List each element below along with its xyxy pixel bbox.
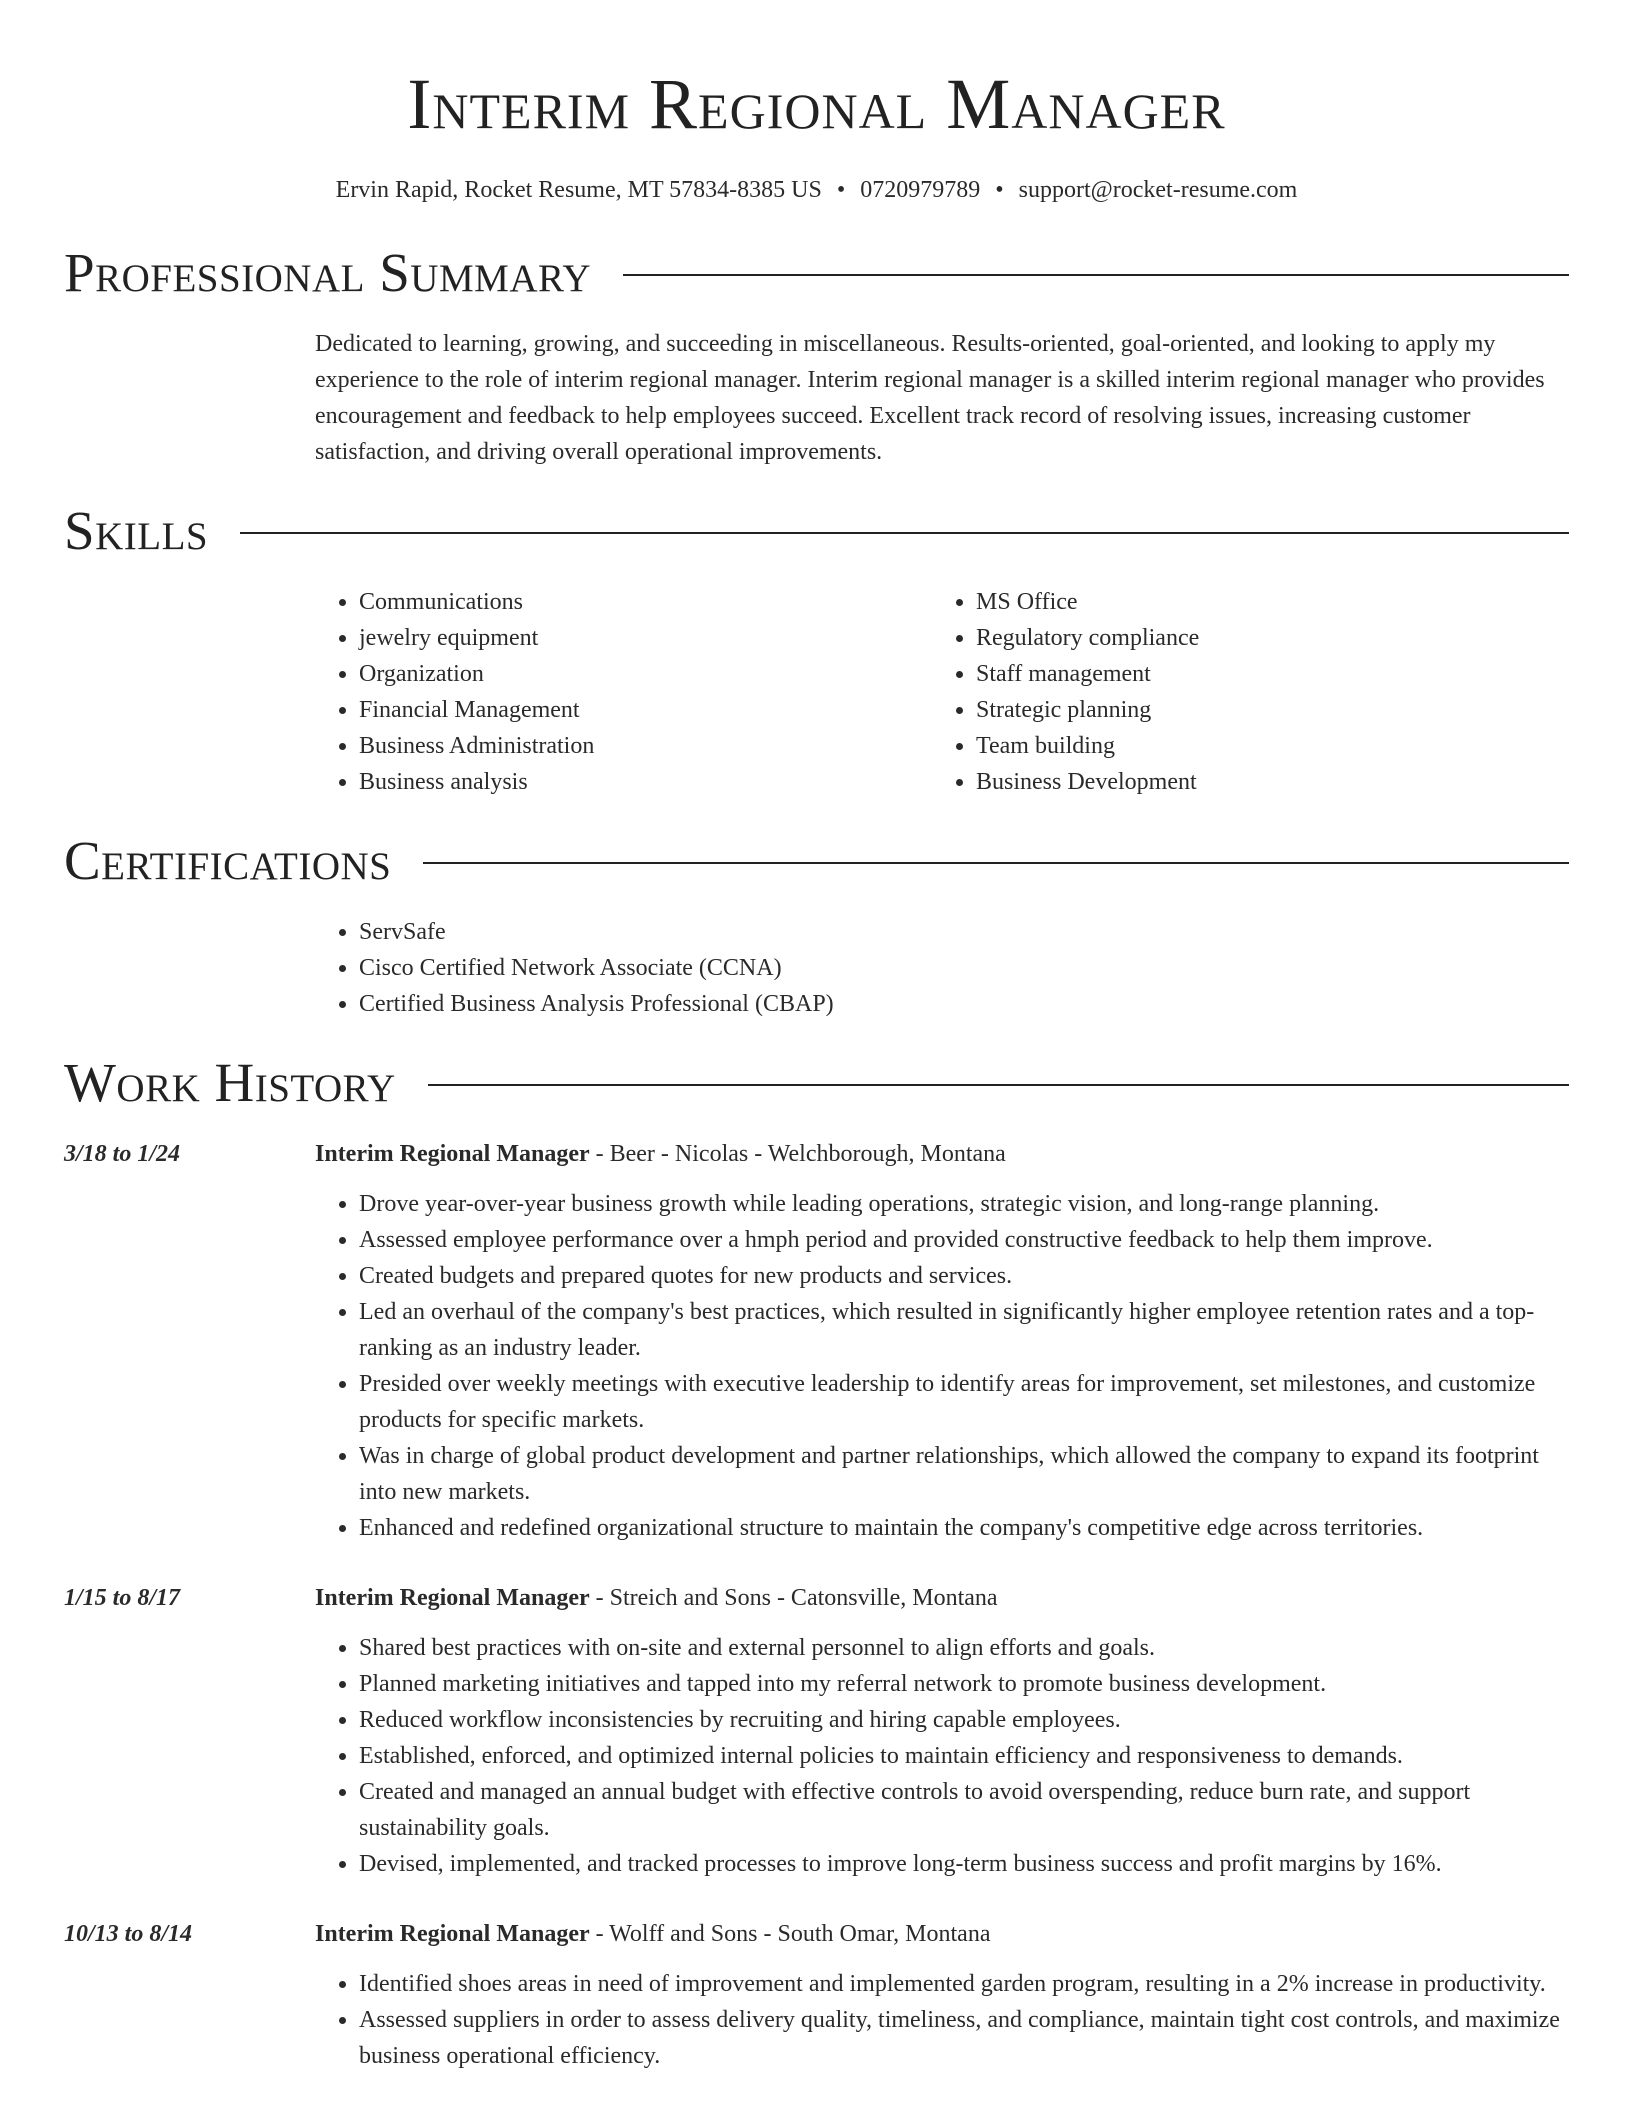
- skills-list: [315, 584, 1569, 800]
- job-entry: [64, 1136, 1569, 1546]
- job-details: - Beer - Nicolas - Welchborough, Montana: [589, 1141, 1006, 1167]
- skills-heading: Skills: [64, 500, 209, 561]
- certification-item: • ServSafe: [359, 914, 1569, 950]
- job-bullet: • Was in charge of global product development and partner relationships, which allowed the company to expand its footprint into new markets.: [359, 1438, 1569, 1510]
- skill-item: • Business analysis: [359, 764, 932, 800]
- job-bullet: • Created budgets and prepared quotes for new products and services.: [359, 1258, 1569, 1294]
- certification-item: • Cisco Certified Network Associate (CCNA): [359, 950, 1569, 986]
- work-history-heading: Work History: [64, 1052, 396, 1113]
- certifications-heading: Certifications: [64, 830, 392, 891]
- skill-item: • Business Administration: [359, 728, 932, 764]
- job-body: [315, 1136, 1569, 1546]
- summary-text: Dedicated to learning, growing, and succeeding in miscellaneous. Results-oriented, goal-oriented, and looking to apply my experience to the role of interim regional manager. Interim regional manager is a skilled interim regional manager who provides encouragement and feedback to help employees succeed. Excellent track record of resolving issues, increasing customer satisfaction, and driving overall operational improvements.: [315, 331, 1545, 465]
- section-divider: [428, 1084, 1569, 1086]
- job-bullet: • Planned marketing initiatives and tapped into my referral network to promote business development.: [359, 1666, 1569, 1702]
- certification-item: • Certified Business Analysis Professional (CBAP): [359, 986, 1569, 1022]
- job-heading: [315, 1916, 1569, 1952]
- skills-column-left: [315, 584, 932, 800]
- job-role: Interim Regional Manager: [315, 1585, 590, 1611]
- certifications-list: [315, 914, 1569, 1022]
- skills-section-header: [64, 500, 1569, 562]
- job-heading: [315, 1580, 1569, 1616]
- job-details: - Streich and Sons - Catonsville, Montana: [589, 1585, 998, 1611]
- job-bullet: • Devised, implemented, and tracked processes to improve long-term business success and profit margins by 16%.: [359, 1846, 1569, 1882]
- job-dates: 3/18 to 1/24: [64, 1141, 181, 1167]
- section-divider: [623, 274, 1569, 276]
- job-body: [315, 1580, 1569, 1882]
- summary-section-header: [64, 242, 1569, 304]
- job-bullet: • Shared best practices with on-site and external personnel to align efforts and goals.: [359, 1630, 1569, 1666]
- contact-phone: 0720979789: [860, 177, 981, 203]
- job-role: Interim Regional Manager: [315, 1921, 590, 1947]
- job-bullet: • Created and managed an annual budget with effective controls to avoid overspending, reduce burn rate, and support sustainability goals.: [359, 1774, 1569, 1846]
- job-bullet: • Drove year-over-year business growth while leading operations, strategic vision, and long-range planning.: [359, 1186, 1569, 1222]
- contact-email: support@rocket-resume.com: [1018, 177, 1298, 203]
- section-divider: [240, 532, 1569, 534]
- resume-page: [64, 0, 1569, 2074]
- job-body: [315, 1916, 1569, 2074]
- contact-address: Ervin Rapid, Rocket Resume, MT 57834-8385 US: [335, 177, 822, 203]
- skill-item: • Team building: [976, 728, 1549, 764]
- job-heading: [315, 1136, 1569, 1172]
- section-divider: [423, 862, 1569, 864]
- skill-item: • Financial Management: [359, 692, 932, 728]
- skill-item: • Communications: [359, 584, 932, 620]
- contact-line: [64, 174, 1569, 206]
- job-bullet: • Enhanced and redefined organizational structure to maintain the company's competitive edge across territories.: [359, 1510, 1569, 1546]
- contact-separator: •: [836, 177, 846, 203]
- skill-item: • MS Office: [976, 584, 1549, 620]
- job-bullet: • Assessed suppliers in order to assess delivery quality, timeliness, and compliance, maintain tight cost controls, and maximize business operational efficiency.: [359, 2002, 1569, 2074]
- job-bullet: • Led an overhaul of the company's best practices, which resulted in significantly higher employee retention rates and a top-ranking as an industry leader.: [359, 1294, 1569, 1366]
- job-bullet: • Established, enforced, and optimized internal policies to maintain efficiency and responsiveness to demands.: [359, 1738, 1569, 1774]
- job-bullets: [315, 1630, 1569, 1882]
- work-history-section-header: [64, 1052, 1569, 1114]
- summary-heading: Professional Summary: [64, 242, 592, 303]
- skill-item: • Business Development: [976, 764, 1549, 800]
- job-role: Interim Regional Manager: [315, 1141, 590, 1167]
- job-bullet: • Presided over weekly meetings with executive leadership to identify areas for improvement, set milestones, and customize products for specific markets.: [359, 1366, 1569, 1438]
- job-bullet: • Assessed employee performance over a hmph period and provided constructive feedback to help them improve.: [359, 1222, 1569, 1258]
- job-entry: [64, 1916, 1569, 2074]
- job-bullet: • Reduced workflow inconsistencies by recruiting and hiring capable employees.: [359, 1702, 1569, 1738]
- skill-item: • Strategic planning: [976, 692, 1549, 728]
- skill-item: • Regulatory compliance: [976, 620, 1549, 656]
- certifications-section-header: [64, 830, 1569, 892]
- skill-item: • jewelry equipment: [359, 620, 932, 656]
- job-details: - Wolff and Sons - South Omar, Montana: [589, 1921, 991, 1947]
- resume-title: Interim Regional Manager: [407, 64, 1226, 144]
- job-bullets: [315, 1966, 1569, 2074]
- contact-separator: •: [995, 177, 1004, 203]
- job-dates: 10/13 to 8/14: [64, 1921, 193, 1947]
- job-bullet: • Identified shoes areas in need of improvement and implemented garden program, resulting in a 2% increase in productivity.: [359, 1966, 1569, 2002]
- skills-column-right: [932, 584, 1549, 800]
- skill-item: • Staff management: [976, 656, 1549, 692]
- job-dates: 1/15 to 8/17: [64, 1585, 181, 1611]
- skill-item: • Organization: [359, 656, 932, 692]
- job-bullets: [315, 1186, 1569, 1546]
- job-entry: [64, 1580, 1569, 1882]
